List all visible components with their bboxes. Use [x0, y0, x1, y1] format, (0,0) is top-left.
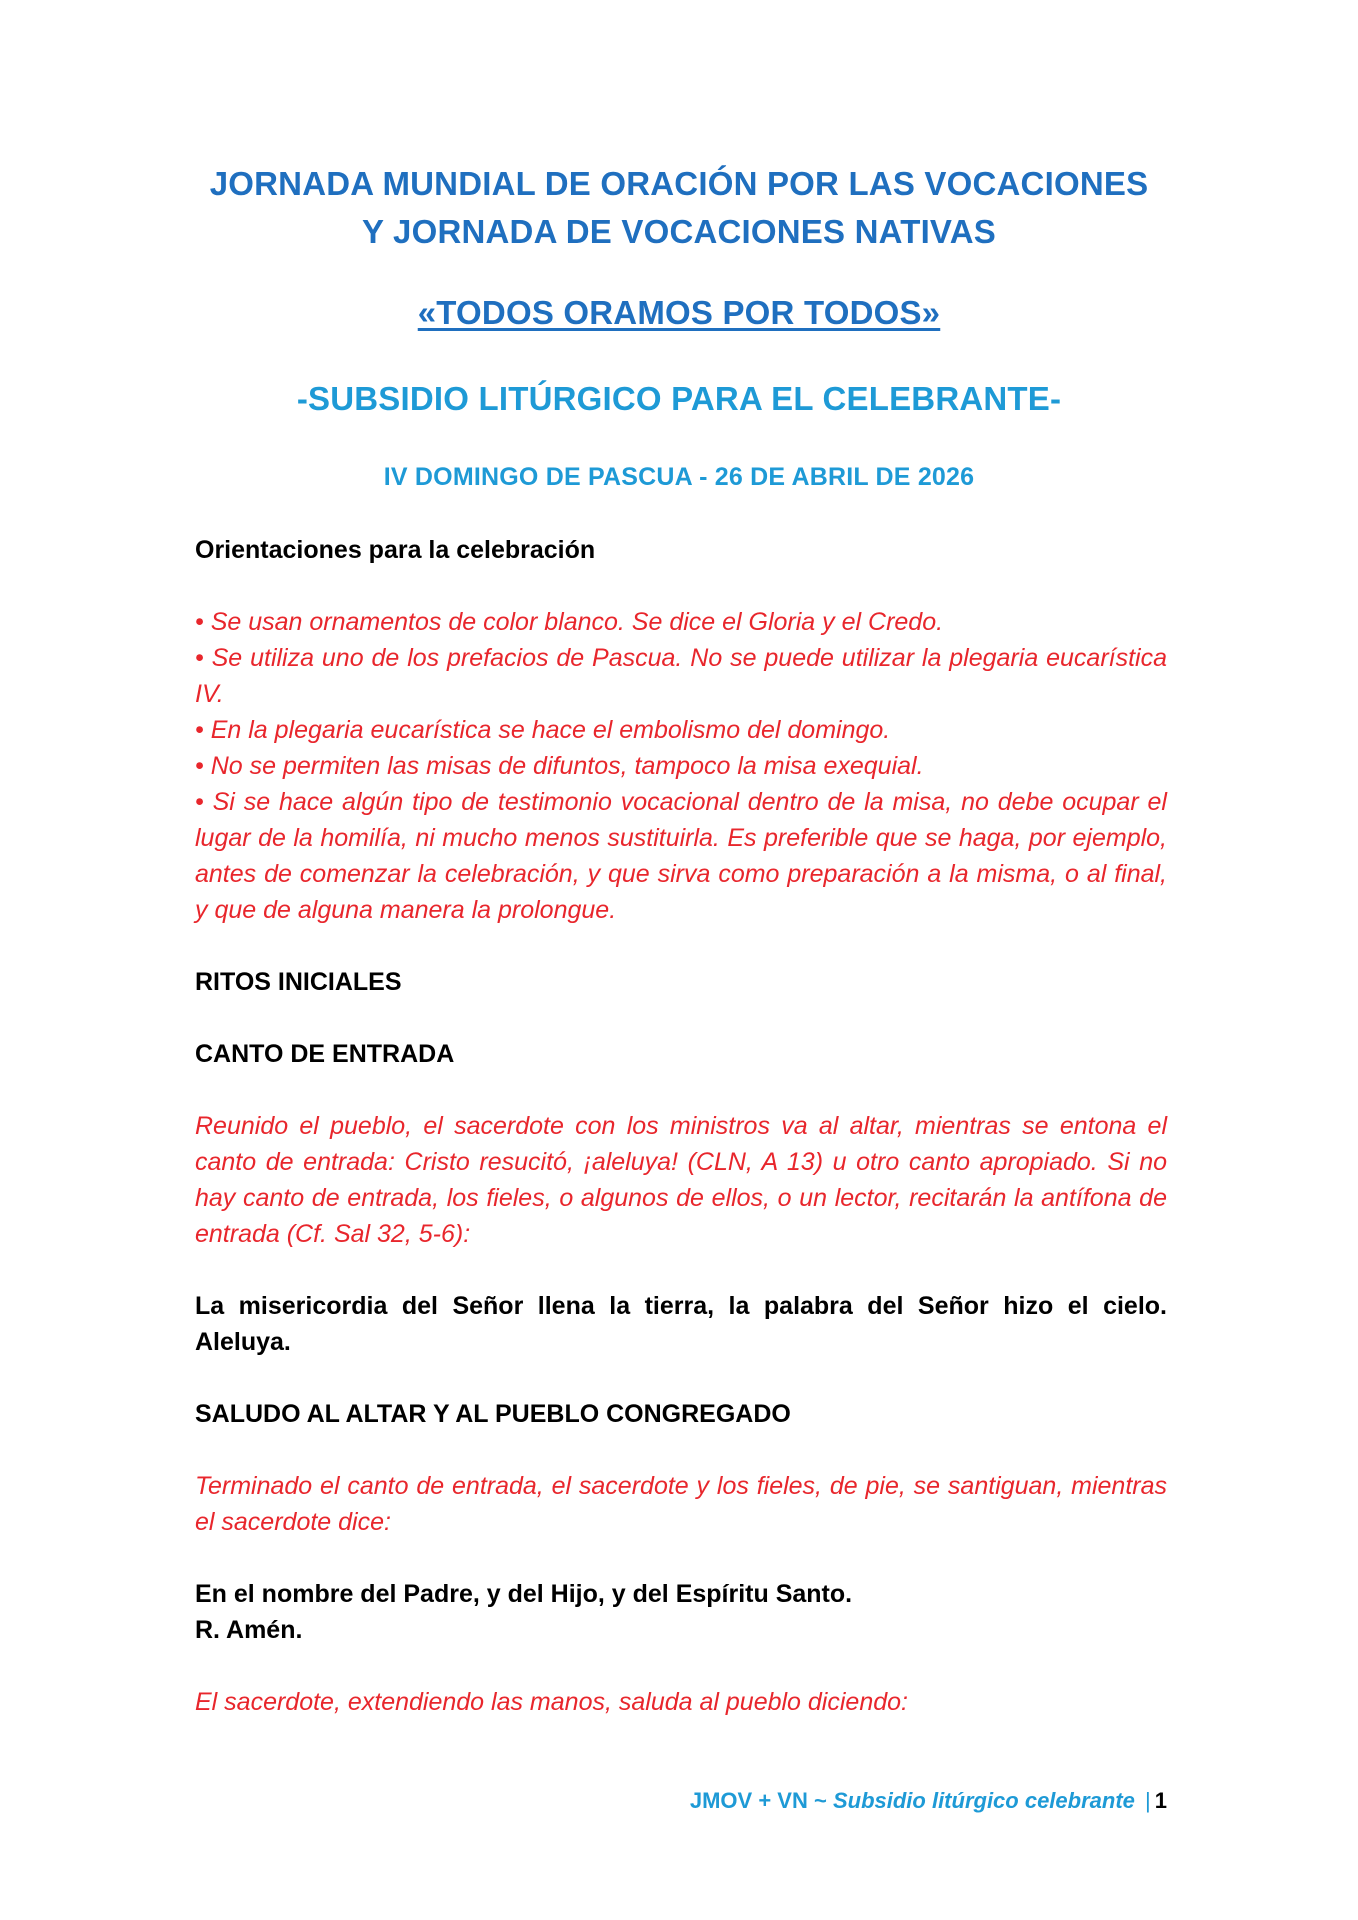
document-body: [195, 532, 1167, 1720]
ritos-iniciales-heading: RITOS INICIALES: [195, 968, 402, 996]
prayer-response: R. Amén.: [195, 1616, 303, 1644]
page-footer: [690, 1788, 1167, 1814]
footer-separator: |: [1145, 1788, 1151, 1813]
antifona-entrada: La misericordia del Señor llena la tierra, la palabra del Señor hizo el cielo. Aleluya.: [195, 1292, 1167, 1356]
subtitle: -SUBSIDIO LITÚRGICO PARA EL CELEBRANTE-: [296, 380, 1062, 417]
saludo-rubric: Terminado el canto de entrada, el sacerdote y los fieles, de pie, se santiguan, mientras el sacerdote dice:: [195, 1472, 1167, 1536]
saludo-heading: SALUDO AL ALTAR Y AL PUEBLO CONGREGADO: [195, 1400, 791, 1428]
canto-entrada-rubric: Reunido el pueblo, el sacerdote con los ministros va al altar, mientras se entona el canto de entrada: Cristo resucitó, ¡aleluya! (CLN, A 13) u otro canto apropiado. Si no hay canto de entrada, los fieles, o algunos de ellos, o un lector, recitarán la antífona de entrada (Cf. Sal 32, 5-6):: [195, 1112, 1167, 1248]
orientacion-item-4: • No se permiten las misas de difuntos, tampoco la misa exequial.: [195, 752, 924, 780]
title-line-1: JORNADA MUNDIAL DE ORACIÓN POR LAS VOCACIONES: [209, 165, 1149, 202]
date-line: IV DOMINGO DE PASCUA - 26 DE ABRIL DE 2026: [383, 463, 975, 491]
footer-label: Subsidio litúrgico celebrante: [832, 1788, 1135, 1813]
footer-prefix: JMOV + VN ~: [689, 1788, 827, 1813]
orientacion-item-2: • Se utiliza uno de los prefacios de Pascua. No se puede utilizar la plegaria eucarística IV.: [195, 644, 1167, 708]
signo-cruz-prayer: [195, 1576, 1167, 1648]
prayer-line-1: En el nombre del Padre, y del Hijo, y del Espíritu Santo.: [195, 1580, 853, 1608]
orientaciones-heading: Orientaciones para la celebración: [195, 536, 596, 564]
page-number: 1: [1154, 1788, 1167, 1813]
title-line-2: Y JORNADA DE VOCACIONES NATIVAS: [362, 213, 996, 250]
motto: «TODOS ORAMOS POR TODOS»: [417, 294, 941, 331]
orientacion-item-3: • En la plegaria eucarística se hace el embolismo del domingo.: [195, 716, 891, 744]
orientaciones-list: [195, 604, 1167, 928]
orientacion-item-1: • Se usan ornamentos de color blanco. Se dice el Gloria y el Credo.: [195, 608, 944, 636]
orientacion-item-5: • Si se hace algún tipo de testimonio vocacional dentro de la misa, no debe ocupar el lugar de la homilía, ni mucho menos sustituirla. Es preferible que se haga, por ejemplo, antes de comenzar la celebración, y que sirva como preparación a la misma, o al final, y que de alguna manera la prolongue.: [195, 788, 1167, 924]
canto-entrada-heading: CANTO DE ENTRADA: [195, 1040, 455, 1068]
saludo-rubric-2: El sacerdote, extendiendo las manos, saluda al pueblo diciendo:: [195, 1688, 908, 1716]
